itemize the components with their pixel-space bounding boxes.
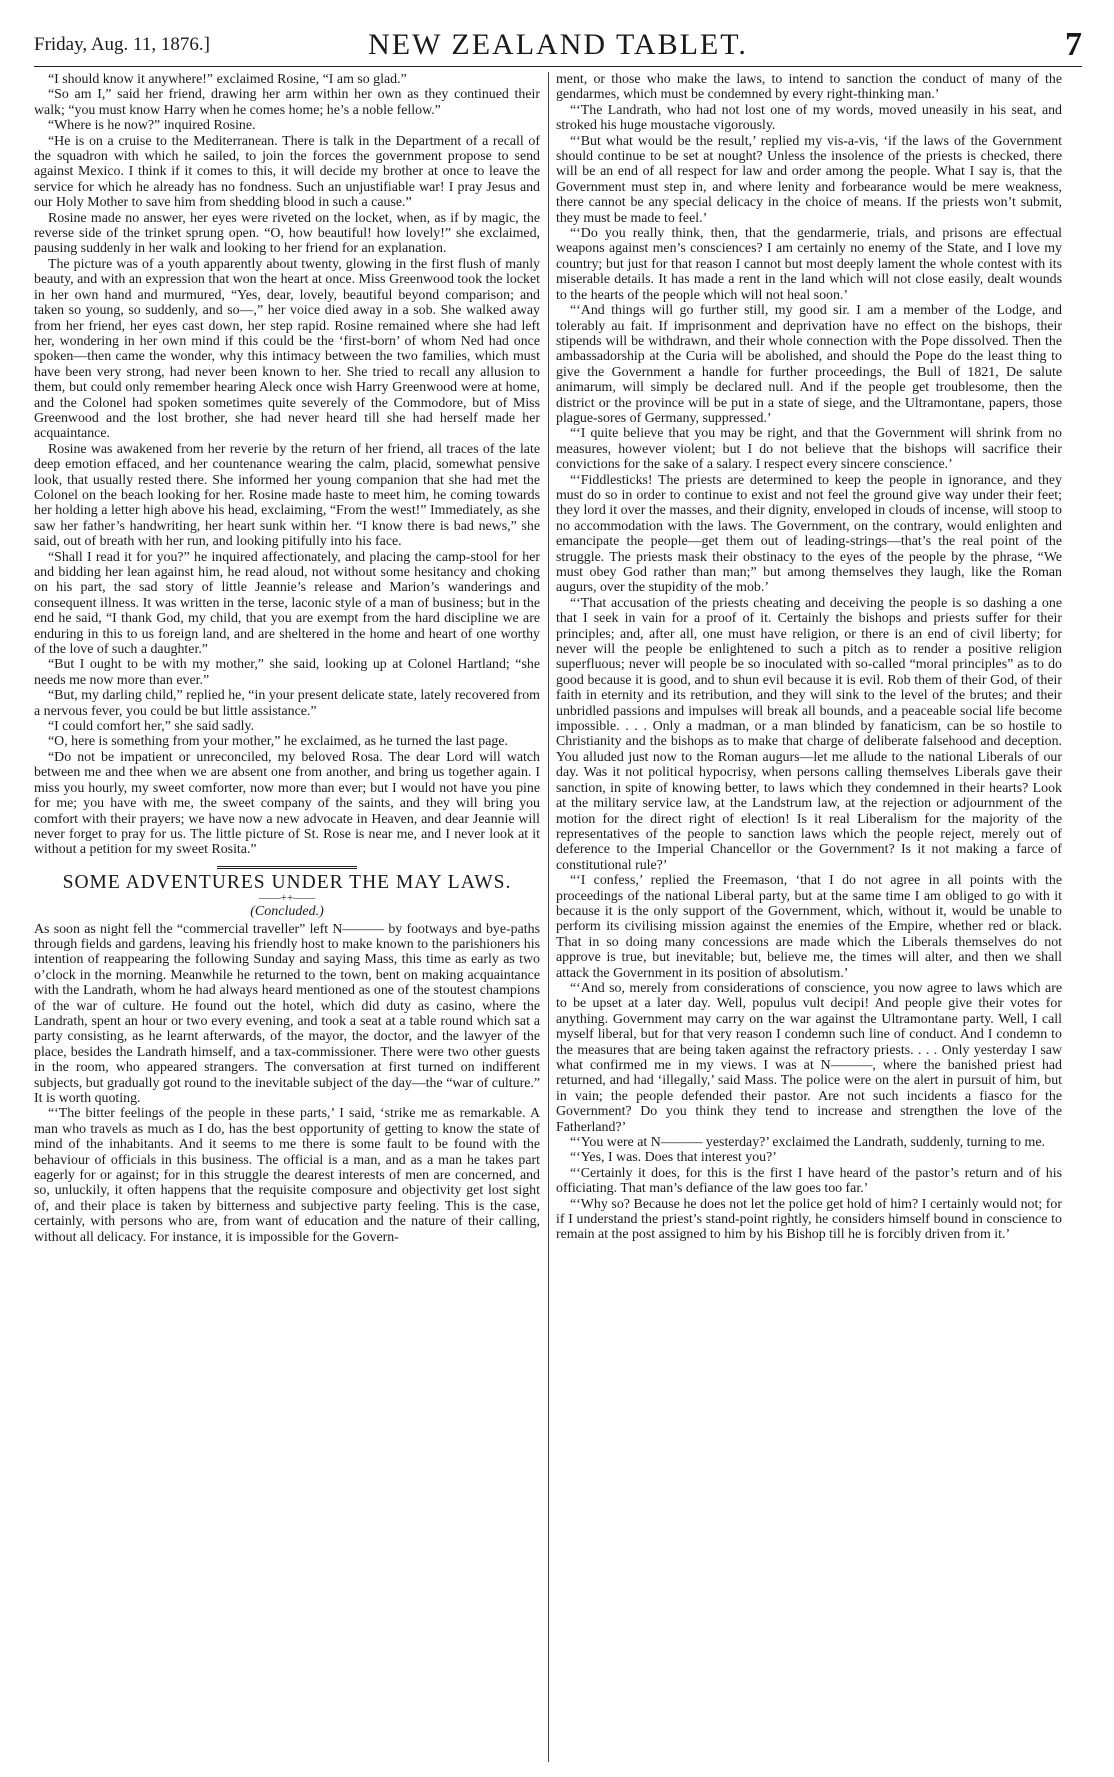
- article-paragraph: “‘The bitter feelings of the people in these parts,’ I said, ‘strike me as remarkable. A man who travels as much as I do, has the best opportunity of getting to know the state of mind of the inhabitants. And it seems to me there is some fault to be found with the behaviour of officials in this business. The official is a man, and as a man he takes part eagerly for or against; for in this struggle the dearest interests of men are concerned, and so, unluckily, it often happens that the requisite composure and objectivity get lost sight of, and their place is taken by bitterness and subjective party feeling. This is the case, certainly, with persons who are, from want of education and the nature of their calling, without all delicacy. For instance, it is impossible for the Govern-: [34, 1106, 540, 1245]
- article-paragraph: “‘I quite believe that you may be right, and that the Government will shrink from no measures, however violent; but I do not believe that the bishops will sacrifice their convictions for the sake of a salary. I respect every sincere conscience.’: [556, 426, 1062, 473]
- story-paragraph: “He is on a cruise to the Mediterranean. There is talk in the Department of a recall of the squadron with which he sailed, to join the forces the government propose to send against Mexico. I think if it comes to this, it will decide my brother at once to leave the service for which he already has no fondness. Such an unjustifiable war! I pray Jesus and our Holy Mother to save him from shedding blood in such a cause.”: [34, 133, 540, 211]
- article-headline: SOME ADVENTURES UNDER THE MAY LAWS.: [62, 871, 512, 893]
- story-paragraph: “Do not be impatient or unreconciled, my beloved Rosa. The dear Lord will watch between me and thee when we are absent one from another, and bring us together again. I miss you hourly, my sweet comforter, now more than ever; but I would not have you pine for me; you have with me, the sweet company of the saints, and they will bring you comfort with their prayers; we have now a new advocate in Heaven, and dear Jeannie will never forget to pray for us. The little picture of St. Rose is near me, and I never look at it without a petition for my sweet Rosita.”: [34, 749, 540, 858]
- story-paragraph: Rosine made no answer, her eyes were riveted on the locket, when, as if by magic, the reverse side of the trinket sprung open. “O, how beautiful! how lovely!” she exclaimed, pausing suddenly in her walk and looking to her friend for an explanation.: [34, 210, 540, 257]
- issue-date: Friday, Aug. 11, 1876.]: [34, 34, 210, 55]
- column-divider: [548, 72, 549, 1762]
- article-paragraph: “‘But what would be the result,’ replied my vis-a-vis, ‘if the laws of the Government should continue to be set at nought? Unless the insolence of the priests is checked, there will be an end of all respect for law and order among the people. What I say is, that the Government must step in, and where lenity and forbearance would be mere weakness, there cannot be any special delicacy in the choice of means. If the priests won’t submit, they must be made to feel.’: [556, 133, 1062, 226]
- story-paragraph: “I could comfort her,” she said sadly.: [48, 719, 255, 735]
- article-subtitle: (Concluded.): [250, 904, 324, 920]
- story-paragraph: “Shall I read it for you?” he inquired affectionately, and placing the camp-stool for her and bidding her lean against him, he read aloud, not without some hesitancy and choking on his part, the sad story of little Jeannie’s release and Marion’s wanderings and consequent illness. It was written in the terse, laconic style of a man of business; but in the end he said, “I thank God, my child, that you are exempt from the hard discipline we are enduring in this to us foreign land, and are sheltered in the home and heart of one worthy of the love of such a daughter.”: [34, 549, 540, 658]
- article-paragraph: “‘Why so? Because he does not let the police get hold of him? I certainly would not; for if I understand the priest’s stand-point rightly, he considers himself bound in conscience to remain at the post assigned to him by his Bishop till he is forcibly driven from it.’: [556, 1196, 1062, 1243]
- article-paragraph: “‘And so, merely from considerations of conscience, you now agree to laws which are to be upset at a later day. Well, populus vult decipi! And people give their votes for anything. Government may carry on the war against the Ultramontane party. Well, I call myself liberal, but for that very reason I condemn such line of conduct. And I condemn to the measures that are being taken against the refractory priests. . . . Only yesterday I saw what confirmed me in my views. I was at N———, where the banished priest had returned, and had ‘illegally,’ said Mass. The police were on the alert in pursuit of him, but in vain; the people defended their pastor. Are not such incidents a fiasco for the Government? Do you think they tend to increase and strengthen the love of the Fatherland?’: [556, 980, 1062, 1135]
- article-paragraph: “‘Yes, I was. Does that interest you?’: [570, 1150, 777, 1166]
- left-column: [34, 72, 540, 1762]
- newspaper-title: NEW ZEALAND TABLET.: [368, 28, 748, 61]
- article-paragraph: ment, or those who make the laws, to intend to sanction the conduct of many of the gendarmes, which must be condemned by every right-thinking man.’: [556, 72, 1062, 103]
- right-column: [556, 72, 1062, 1762]
- article-paragraph: “‘Certainly it does, for this is the first I have heard of the pastor’s return and of his officiating. That man’s defiance of the law goes too far.’: [556, 1165, 1062, 1197]
- article-paragraph: “‘Do you really think, then, that the gendarmerie, trials, and prisons are effectual weapons against men’s consciences? I am certainly no enemy of the State, and I love my country; but just for that reason I cannot but most deeply lament the whole contest with its miserable details. It has made a rent in the land which will not close easily, dealt wounds to the hearts of the people which will not heal soon.’: [556, 226, 1062, 303]
- article-paragraph: As soon as night fell the “commercial traveller” left N——— by footways and bye-paths through fields and gardens, leaving his friendly host to make known to the parishioners his intention of reappearing the following Sunday and saying Mass, this time as early as two o’clock in the morning. Meanwhile he returned to the town, bent on making acquaintance with the Landrath, whom he had always heard mentioned as one of the stoutest champions of the war of culture. He found out the hotel, which did duty as casino, where the Landrath, spent an hour or two every evening, and took a seat at a table round which sat a party consisting, as he learnt afterwards, of the mayor, the doctor, and the lawyer of the place, besides the Landrath himself, and a tax-commissioner. There were two other guests in the room, who appeared strangers. The conversation at first turned on indifferent subjects, but gradually got round to the inevitable subject of the day—the “war of culture.” It is worth quoting.: [34, 921, 540, 1106]
- story-paragraph: “O, here is something from your mother,” he exclaimed, as he turned the last page.: [48, 734, 508, 750]
- masthead: [34, 24, 1082, 66]
- page-number: 7: [1065, 26, 1082, 63]
- story-paragraph: “Where is he now?” inquired Rosine.: [48, 118, 256, 134]
- story-paragraph: The picture was of a youth apparently about twenty, glowing in the first flush of manly beauty, and with an expression that won the heart at once. Miss Greenwood took the locket in her own hand and murmured, “Yes, dear, lovely, beautiful beyond comparison; and taken so young, so suddenly, and so—,” her voice died away in a sob. She walked away from her friend, her eyes cast down, her step rapid. Rosine remained where she had left her, wondering in her own mind if this could be the ‘first-born’ of whom Ned had once spoken—then came the wonder, why this intimacy between the two families, which must have been very strong, had never been known to her. She tried to recall any allusion to them, but could only remember hearing Aleck once wish Harry Greenwood were at home, and the Colonel had spoken sometimes quite severely of the Commodore, but of Miss Greenwood and the lost brother, she had never heard till she had herself made her acquaintance.: [34, 256, 540, 442]
- masthead-rule: [34, 66, 1082, 67]
- article-paragraph: “‘The Landrath, who had not lost one of my words, moved uneasily in his seat, and stroked his huge moustache vigorously.: [556, 102, 1062, 134]
- article-paragraph: “‘I confess,’ replied the Freemason, ‘that I do not agree in all points with the proceedings of the national Liberal party, but at the same time I am obliged to go with it because it is the only support of the Government, which, without it, would be unable to perform its civilising mission against the enemies of the Empire, whether red or black. That in so doing many concessions are made which the Liberals themselves do not approve is true, but inevitable; but, believe me, the times will alter, and then we shall attack the Government in its position of absolutism.’: [556, 873, 1062, 981]
- article-paragraph: “‘That accusation of the priests cheating and deceiving the people is so dashing a one that I seek in vain for a proof of it. Certainly the bishops and priests suffer for their principles; and, after all, one must have religion, or there is an end of civil liberty; for never will the people be enlightened to such a pitch as to render a positive religion superfluous; never will people be so inoculated with so-called “moral principles” as to do good because it is good, and to shun evil because it is evil. Rob them of their God, of their faith in eternity and its retribution, and they will sink to the level of the brutes; and their unbridled passions and impulses will break all bounds, and a peaceable social life become impossible. . . . Only a madman, or a man blinded by fanaticism, can be so hostile to Christianity and the bishops as to make that charge of deliberate falsehood and deception. You alluded just now to the Roman augurs—let me allude to the national Liberals of our day. Was it not political hypocrisy, when persons calling themselves Liberals gave their sanction, in spite of knowing better, to laws which they condemned in their hearts? Look at the military service law, at the Landstrum law, at the rejection or adjournment of the motion for the direct right of election! Is it real Liberalism for the majority of the representatives of the people to sanction laws which the people reject, merely out of deference to the Imperial Chancellor or the Government? Is it not making a farce of constitutional rule?’: [556, 595, 1062, 873]
- section-divider: [217, 866, 357, 869]
- headline-ornament: ——++——: [258, 892, 316, 905]
- article-paragraph: “‘And things will go further still, my good sir. I am a member of the Lodge, and tolerably au fait. If imprisonment and deprivation have no effect on the bishops, their stipends will be withdrawn, and their whole connection with the Pope dissolved. Then the ambassadorship at the Curia will be abolished, and should the Pope do the least thing to give the Government a handle for further proceedings, the Bull of 1821, De salute animarum, will simply be declared null. And if the people get troublesome, then the district or the province will be put in a state of siege, and the Ultramontane, papers, those plague-sores of Germany, suppressed.’: [556, 303, 1062, 426]
- story-paragraph: “But I ought to be with my mother,” she said, looking up at Colonel Hartland; “she needs me now more than ever.”: [34, 657, 540, 688]
- story-paragraph: “But, my darling child,” replied he, “in your present delicate state, lately recovered from a nervous fever, you could be but little assistance.”: [34, 688, 540, 719]
- article-paragraph: “‘Fiddlesticks! The priests are determined to keep the people in ignorance, and they must do so in order to continue to exist and not feel the ground give way under their feet; they lord it over the masses, and their dignity, enveloped in clouds of incense, will stoop to no accommodation with the laws. The Government, on the contrary, would enlighten and emancipate the people—get them out of leading-strings—that’s the real point of the struggle. The priests mask their obstinacy to the eyes of the people by the phrase, “We must obey God rather than man;” but among themselves they laugh, like the Roman augurs, over the stupidity of the mob.’: [556, 472, 1062, 596]
- story-paragraph: “I should know it anywhere!” exclaimed Rosine, “I am so glad.”: [48, 72, 407, 87]
- story-paragraph: Rosine was awakened from her reverie by the return of her friend, all traces of the late deep emotion effaced, and her countenance wearing the calm, placid, somewhat pensive look, that usually rested there. She informed her young companion that she had met the Colonel on the beach looking for her. Rosine made haste to meet him, he coming towards her holding a letter high above his head, exclaiming, “From the west!” Immediately, as she saw her father’s handwriting, her heart sunk within her. “I know there is bad news,” she said, out of breath with her run, and looking pitifully into his face.: [34, 441, 540, 550]
- story-paragraph: “So am I,” said her friend, drawing her arm within her own as they continued their walk; “you must know Harry when he comes home; he’s a noble fellow.”: [34, 87, 540, 118]
- article-paragraph: “‘You were at N——— yesterday?’ exclaimed the Landrath, suddenly, turning to me.: [570, 1135, 1045, 1151]
